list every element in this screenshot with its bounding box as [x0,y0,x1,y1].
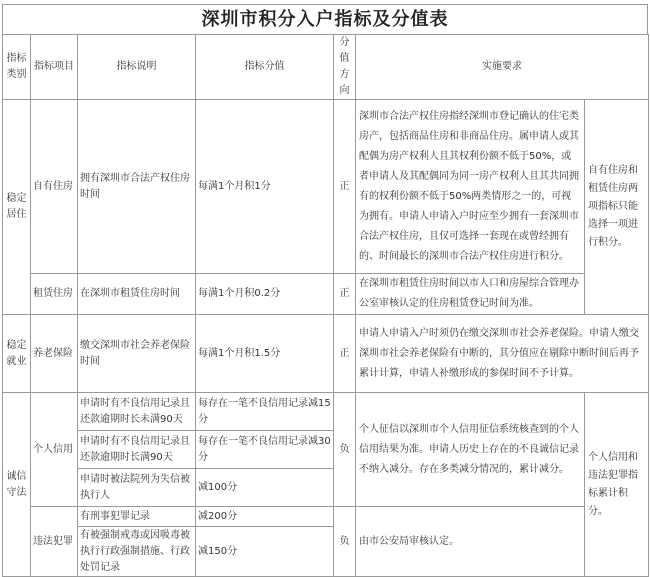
item-pension: 养老保险 [31,315,78,393]
score-crime-1: 减200分 [196,507,334,527]
score-own-house: 每满1个月积1分 [196,100,334,274]
requirement-pension: 申请人申请入户时须仍在缴交深圳市社会养老保险。申请人缴交深圳市社会养老保险有中断的，其分值应在剔除中断时间后再予累计计算，申请人补缴形成的参保时间不予计算。 [356,315,649,393]
score-credit-3: 减100分 [196,469,334,507]
category-integrity: 诚信守法 [3,393,31,577]
item-credit: 个人信用 [31,393,78,507]
requirement-own-house: 深圳市合法产权住房指经深圳市登记确认的住宅类房产，包括商品住房和非商品住房。属申请人或其配偶为房产权利人且其权利份额不低于50%，或者申请人及其配偶同为同一房产权利人且其共同拥有的权利份额不低于50%两类情形之一的，可视为拥有。申请人申请入户时应至少拥有一套深圳市合法产权住房，且仅可选择一套现在或曾经拥有的、时间最长的深圳市合法产权住房进行积分。 [356,100,585,274]
desc-own-house: 拥有深圳市合法产权住房时间 [78,100,196,274]
table-row [3,315,649,393]
header-score: 指标分值 [196,35,334,100]
table-row [3,507,649,527]
header-category: 指标类别 [3,35,31,100]
item-own-house: 自有住房 [31,100,78,274]
score-table [2,34,649,577]
desc-credit-1: 申请时有不良信用记录且还款逾期时长未满90天 [78,393,196,431]
category-stable-living: 稳定居住 [3,100,31,315]
direction-pension: 正 [334,315,356,393]
requirement-crime: 由市公安局审核认定。 [356,507,585,577]
score-pension: 每满1个月积1.5分 [196,315,334,393]
header-item: 指标项目 [31,35,78,100]
header-requirement: 实施要求 [356,35,649,100]
table-row [3,274,649,315]
table-row [3,393,649,431]
score-crime-2: 减150分 [196,527,334,577]
desc-rent-house: 在深圳市租赁住房时间 [78,274,196,315]
score-credit-1: 每存在一笔不良信用记录减15分 [196,393,334,431]
note-integrity: 个人信用和违法犯罪指标累计积分。 [585,393,649,577]
header-row [3,35,649,100]
requirement-credit: 个人征信以深圳市个人信用征信系统核查到的个人信用结果为准。申请人历史上存在的不良诚信记录不纳入减分。存在多类减分情况的，累计减分。 [356,393,585,507]
note-housing: 自有住房和租赁住房两项指标只能选择一项进行积分。 [585,100,649,315]
desc-crime-2: 有被强制戒毒或因吸毒被执行行政强制措施、行政处罚记录 [78,527,196,577]
desc-pension: 缴交深圳市社会养老保险时间 [78,315,196,393]
header-desc: 指标说明 [78,35,196,100]
direction-rent-house: 正 [334,274,356,315]
header-direction: 分值方向 [334,35,356,100]
item-rent-house: 租赁住房 [31,274,78,315]
requirement-rent-house: 在深圳市租赁住房时间以市人口和房屋综合管理办公室审核认定的住房租赁登记时间为准。 [356,274,585,315]
direction-own-house: 正 [334,100,356,274]
desc-credit-3: 申请时被法院列为失信被执行人 [78,469,196,507]
table-row [3,100,649,274]
direction-crime: 负 [334,507,356,577]
desc-crime-1: 有刑事犯罪记录 [78,507,196,527]
page-title: 深圳市积分入户指标及分值表 [2,4,648,34]
item-crime: 违法犯罪 [31,507,78,577]
score-credit-2: 每存在一笔不良信用记录减30分 [196,431,334,469]
score-rent-house: 每满1个月积0.2分 [196,274,334,315]
category-stable-employment: 稳定就业 [3,315,31,393]
direction-credit: 负 [334,393,356,507]
desc-credit-2: 申请时有不良信用记录且还款逾期时长满90天 [78,431,196,469]
